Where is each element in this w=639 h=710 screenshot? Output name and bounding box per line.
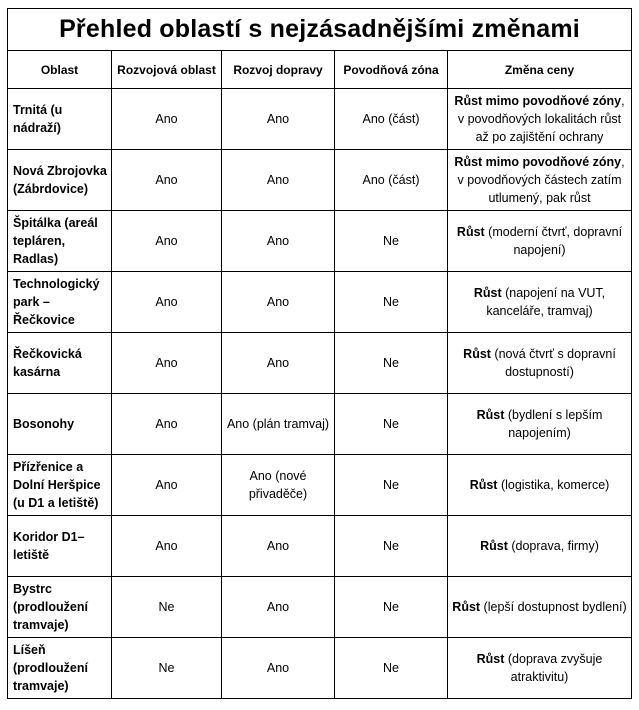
- table-row: [8, 272, 632, 333]
- cell-flood-zone: Ne: [335, 455, 448, 516]
- cell-transport: Ano: [222, 577, 335, 638]
- price-change-detail: (logistika, komerce): [497, 478, 610, 492]
- cell-area: Trnitá (u nádraží): [8, 89, 112, 150]
- cell-flood-zone: Ne: [335, 516, 448, 577]
- price-change-emphasis: Růst: [452, 600, 481, 614]
- price-change-emphasis: Růst: [476, 652, 505, 666]
- cell-transport: Ano: [222, 89, 335, 150]
- table-body: [8, 89, 632, 699]
- price-change-detail: (lepší dostupnost bydlení): [480, 600, 627, 614]
- price-change-emphasis: Růst: [476, 408, 505, 422]
- header-rozvoj-dopravy: Rozvoj dopravy: [222, 51, 335, 89]
- cell-area: Bystrc (prodloužení tramvaje): [8, 577, 112, 638]
- overview-table-container: [7, 8, 631, 699]
- cell-area: Přízřenice a Dolní Heršpice (u D1 a letiště): [8, 455, 112, 516]
- cell-area: Koridor D1–letiště: [8, 516, 112, 577]
- cell-flood-zone: Ano (část): [335, 89, 448, 150]
- price-change-emphasis: Růst: [473, 286, 502, 300]
- cell-area: Řečkovická kasárna: [8, 333, 112, 394]
- cell-development: Ano: [112, 455, 222, 516]
- price-change-detail: (doprava zvyšuje atraktivitu): [504, 652, 603, 684]
- cell-flood-zone: Ne: [335, 394, 448, 455]
- header-povodnova-zona: Povodňová zóna: [335, 51, 448, 89]
- header-zmena-ceny: Změna ceny: [448, 51, 632, 89]
- cell-flood-zone: Ne: [335, 333, 448, 394]
- cell-price-change: [448, 577, 632, 638]
- price-change-emphasis: Růst: [456, 225, 485, 239]
- cell-transport: Ano (plán tramvaj): [222, 394, 335, 455]
- price-change-detail: (moderní čtvrť, dopravní napojení): [484, 225, 623, 257]
- price-change-emphasis: Růst mimo povodňové zóny: [454, 155, 622, 169]
- price-change-emphasis: Růst: [469, 478, 498, 492]
- cell-area: Technologický park – Řečkovice: [8, 272, 112, 333]
- price-change-detail: (napojení na VUT, kanceláře, tramvaj): [486, 286, 606, 318]
- cell-development: Ano: [112, 516, 222, 577]
- cell-area: Bosonohy: [8, 394, 112, 455]
- price-change-detail: , v povodňových lokalitách růst až po zajištění ochrany: [457, 94, 625, 144]
- cell-transport: Ano: [222, 211, 335, 272]
- header-rozvojova-oblast: Rozvojová oblast: [112, 51, 222, 89]
- cell-development: Ne: [112, 577, 222, 638]
- cell-development: Ano: [112, 333, 222, 394]
- table-row: [8, 394, 632, 455]
- cell-transport: Ano: [222, 150, 335, 211]
- cell-transport: Ano: [222, 272, 335, 333]
- price-change-detail: (doprava, firmy): [507, 539, 599, 553]
- table-row: [8, 150, 632, 211]
- cell-development: Ano: [112, 89, 222, 150]
- cell-price-change: [448, 272, 632, 333]
- cell-development: Ano: [112, 394, 222, 455]
- cell-price-change: [448, 455, 632, 516]
- price-change-detail: , v povodňových částech zatím utlumený, pak růst: [457, 155, 625, 205]
- cell-flood-zone: Ne: [335, 638, 448, 699]
- cell-transport: Ano: [222, 516, 335, 577]
- cell-flood-zone: Ne: [335, 577, 448, 638]
- cell-transport: Ano (nové přivaděče): [222, 455, 335, 516]
- cell-transport: Ano: [222, 638, 335, 699]
- cell-price-change: [448, 89, 632, 150]
- cell-flood-zone: Ano (část): [335, 150, 448, 211]
- cell-price-change: [448, 394, 632, 455]
- table-row: [8, 516, 632, 577]
- cell-development: Ano: [112, 272, 222, 333]
- cell-area: Nová Zbrojovka (Zábrdovice): [8, 150, 112, 211]
- cell-flood-zone: Ne: [335, 211, 448, 272]
- table-row: [8, 89, 632, 150]
- table-row: [8, 211, 632, 272]
- price-change-emphasis: Růst: [463, 347, 491, 361]
- cell-price-change: [448, 150, 632, 211]
- cell-transport: Ano: [222, 333, 335, 394]
- cell-development: Ne: [112, 638, 222, 699]
- price-change-emphasis: Růst: [480, 539, 508, 553]
- table-row: [8, 333, 632, 394]
- cell-price-change: [448, 638, 632, 699]
- price-change-detail: (bydlení s lepším napojením): [504, 408, 603, 440]
- cell-price-change: [448, 333, 632, 394]
- table-row: [8, 577, 632, 638]
- price-change-detail: (nová čtvrť s dopravní dostupností): [490, 347, 616, 379]
- table-row: [8, 638, 632, 699]
- header-oblast: Oblast: [8, 51, 112, 89]
- header-row: [8, 51, 632, 89]
- cell-development: Ano: [112, 211, 222, 272]
- price-change-emphasis: Růst mimo povodňové zóny: [454, 94, 622, 108]
- cell-price-change: [448, 516, 632, 577]
- cell-price-change: [448, 211, 632, 272]
- cell-area: Líšeň (prodloužení tramvaje): [8, 638, 112, 699]
- table-row: [8, 455, 632, 516]
- table-title: Přehled oblastí s nejzásadnějšími změnami: [8, 9, 632, 51]
- cell-area: Špitálka (areál tepláren, Radlas): [8, 211, 112, 272]
- cell-flood-zone: Ne: [335, 272, 448, 333]
- cell-development: Ano: [112, 150, 222, 211]
- overview-table: [7, 8, 632, 699]
